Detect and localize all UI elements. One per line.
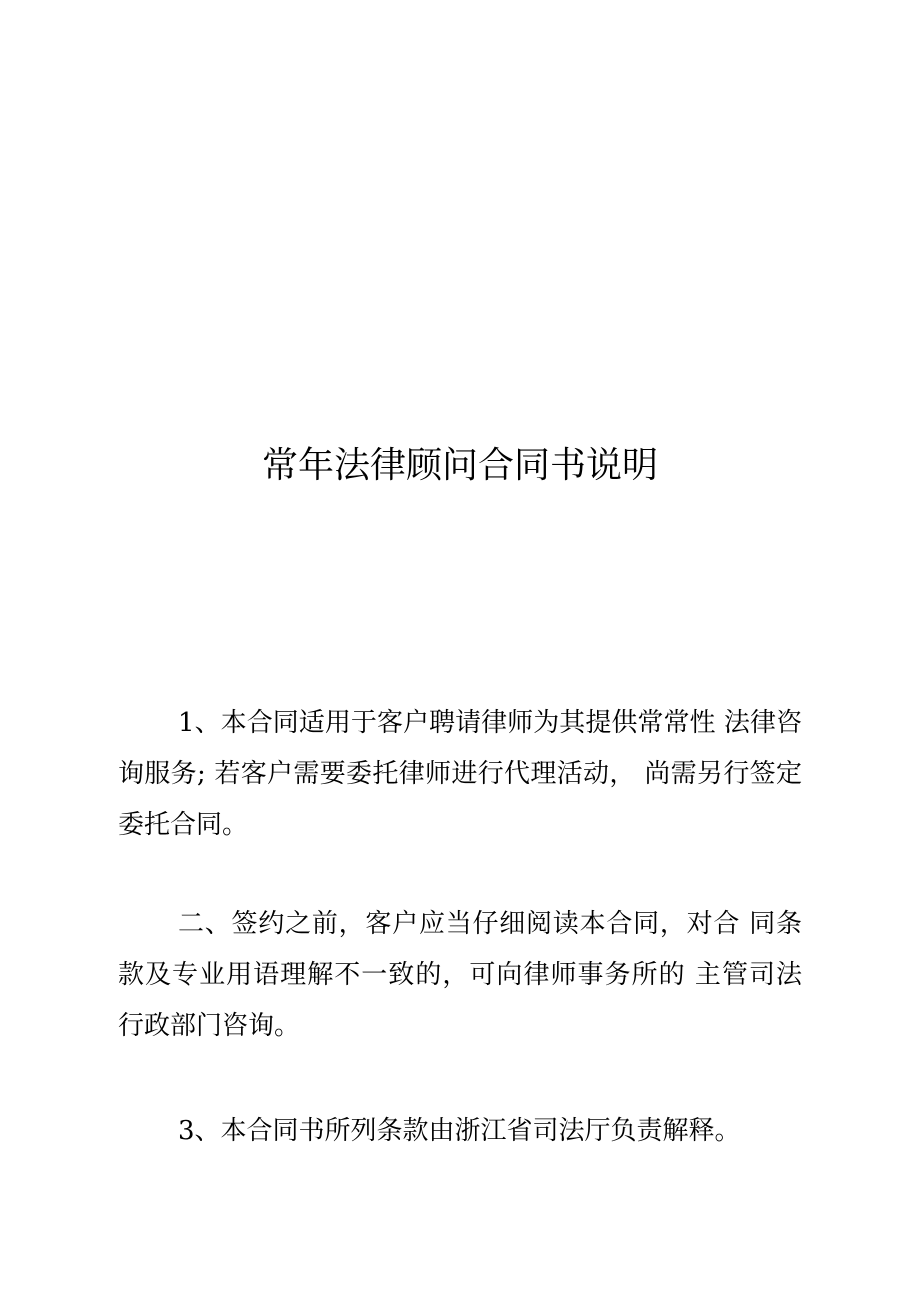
paragraph-3: 3、本合同书所列条款由浙江省司法厅负责解释。 — [178, 1116, 741, 1146]
document-title: 常年法律顾问合同书说明 — [261, 445, 658, 486]
paragraph-2: 二、签约之前，客户应当仔细阅读本合同，对合 同条款及专业用语理解不一致的，可向律师事务所的 主管司法行政部门咨询。 — [118, 909, 802, 1041]
paragraph-1: 1、本合同适用于客户聘请律师为其提供常常性 法律咨询服务; 若客户需要委托律师进行代理活动， 尚需另行签定委托合同。 — [118, 708, 802, 840]
